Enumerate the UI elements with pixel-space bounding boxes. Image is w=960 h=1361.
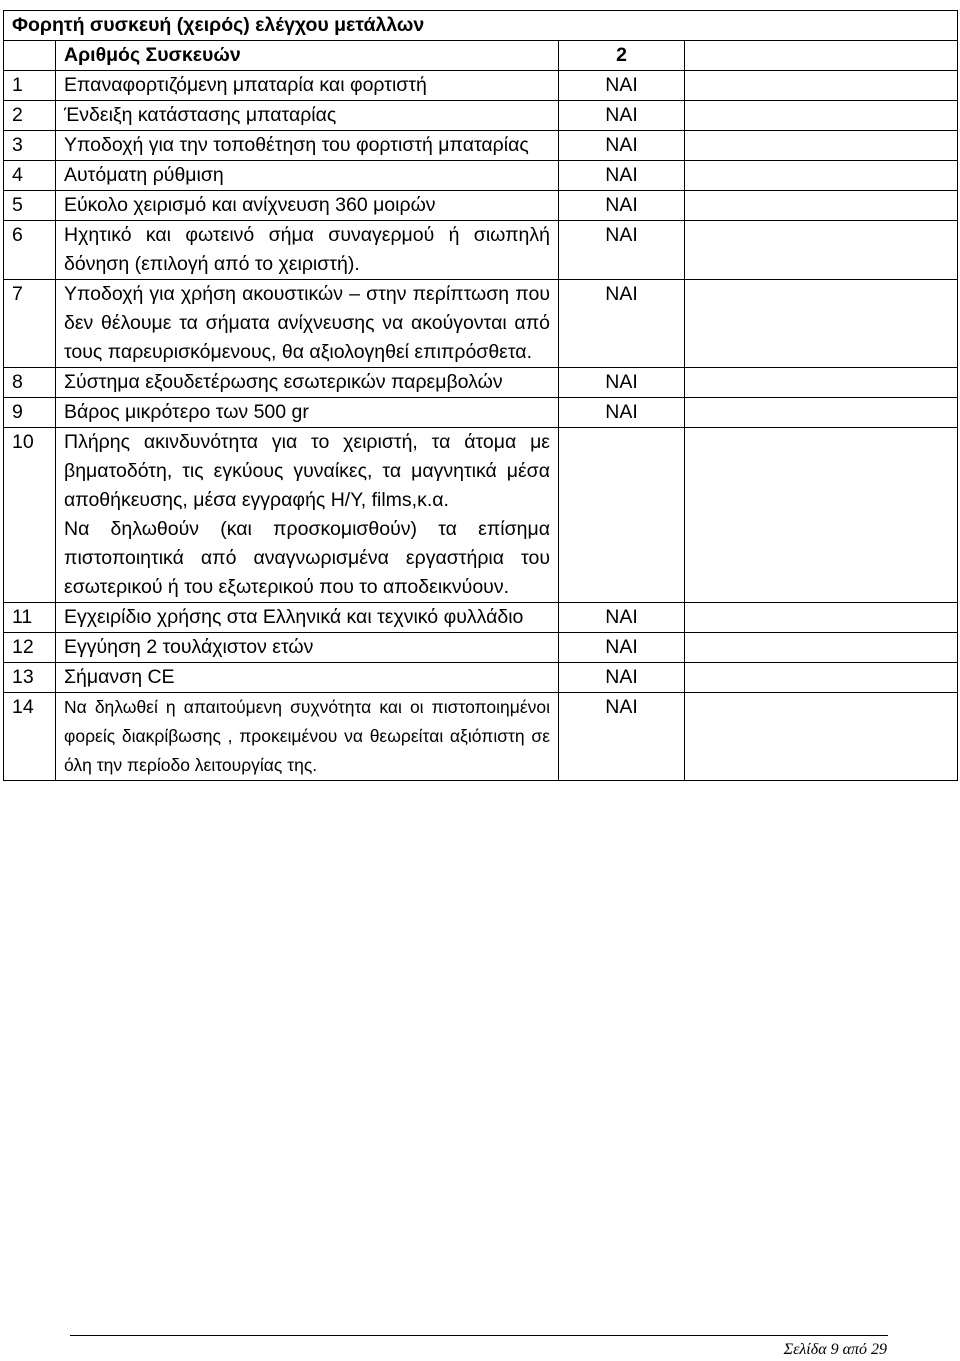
row-number: 11 xyxy=(4,603,56,633)
row-value: ΝΑΙ xyxy=(559,221,685,280)
table-row xyxy=(4,101,958,131)
row-value: ΝΑΙ xyxy=(559,663,685,693)
row-value: ΝΑΙ xyxy=(559,603,685,633)
row-description: Σήμανση CE xyxy=(56,663,559,693)
row-description: Εύκολο χειρισμό και ανίχνευση 360 μοιρών xyxy=(56,191,559,221)
row-description-part: Πλήρης ακινδυνότητα για το χειριστή, τα άτομα με βηματοδότη, τις εγκύους γυναίκες, τα μαγνητικά μέσα αποθήκευσης, μέσα εγγραφής Η/Υ, films,κ.α. xyxy=(64,431,550,511)
row-description: Σύστημα εξουδετέρωσης εσωτερικών παρεμβολών xyxy=(56,368,559,398)
row-description: Ηχητικό και φωτεινό σήμα συναγερμού ή σιωπηλή δόνηση (επιλογή από το χειριστή). xyxy=(56,221,559,280)
table-row xyxy=(4,633,958,663)
row-number: 6 xyxy=(4,221,56,280)
page-number: Σελίδα 9 από 29 xyxy=(783,1341,887,1358)
row-number: 5 xyxy=(4,191,56,221)
row-number: 8 xyxy=(4,368,56,398)
footer-divider xyxy=(70,1335,888,1336)
header-label: Αριθμός Συσκευών xyxy=(56,41,559,71)
document-title: Φορητή συσκευή (χειρός) ελέγχου μετάλλων xyxy=(4,11,958,41)
row-value: ΝΑΙ xyxy=(559,398,685,428)
empty-cell xyxy=(685,663,958,693)
row-description xyxy=(56,428,559,603)
title-row xyxy=(4,11,958,41)
row-value: ΝΑΙ xyxy=(559,693,685,781)
row-number: 2 xyxy=(4,101,56,131)
row-number: 7 xyxy=(4,280,56,368)
row-description: Αυτόματη ρύθμιση xyxy=(56,161,559,191)
table-row xyxy=(4,131,958,161)
empty-cell xyxy=(685,693,958,781)
row-value: ΝΑΙ xyxy=(559,131,685,161)
table-row xyxy=(4,603,958,633)
row-value: ΝΑΙ xyxy=(559,191,685,221)
table-row xyxy=(4,368,958,398)
table-row xyxy=(4,191,958,221)
row-value xyxy=(559,428,685,603)
table-row xyxy=(4,428,958,603)
table-row xyxy=(4,398,958,428)
empty-cell xyxy=(685,603,958,633)
row-number: 13 xyxy=(4,663,56,693)
row-number: 4 xyxy=(4,161,56,191)
row-description: Εγχειρίδιο χρήσης στα Ελληνικά και τεχνικό φυλλάδιο xyxy=(56,603,559,633)
row-number: 12 xyxy=(4,633,56,663)
row-value: ΝΑΙ xyxy=(559,280,685,368)
empty-cell xyxy=(685,398,958,428)
row-number: 10 xyxy=(4,428,56,603)
spec-table xyxy=(3,10,958,781)
header-num-cell xyxy=(4,41,56,71)
table-row xyxy=(4,221,958,280)
row-description-note: Να δηλωθούν (και προσκομισθούν) τα επίσημα πιστοποιητικά από αναγνωρισμένα εργαστήρια του εσωτερικού ή του εξωτερικού που το αποδεικνύουν. xyxy=(64,518,550,598)
empty-cell xyxy=(685,161,958,191)
row-number: 9 xyxy=(4,398,56,428)
row-value: ΝΑΙ xyxy=(559,368,685,398)
row-description: Επαναφορτιζόμενη μπαταρία και φορτιστή xyxy=(56,71,559,101)
row-description: Ένδειξη κατάστασης μπαταρίας xyxy=(56,101,559,131)
empty-cell xyxy=(685,280,958,368)
row-number: 3 xyxy=(4,131,56,161)
table-row xyxy=(4,663,958,693)
header-value: 2 xyxy=(559,41,685,71)
empty-cell xyxy=(685,221,958,280)
row-value: ΝΑΙ xyxy=(559,161,685,191)
row-description: Να δηλωθεί η απαιτούμενη συχνότητα και οι πιστοποιημένοι φορείς διακρίβωσης , προκειμένου να θεωρείται αξιόπιστη σε όλη την περίοδο λειτουργίας της. xyxy=(56,693,559,781)
row-value: ΝΑΙ xyxy=(559,633,685,663)
empty-cell xyxy=(685,41,958,71)
row-description: Υποδοχή για την τοποθέτηση του φορτιστή μπαταρίας xyxy=(56,131,559,161)
table-row xyxy=(4,161,958,191)
empty-cell xyxy=(685,191,958,221)
row-value: ΝΑΙ xyxy=(559,71,685,101)
empty-cell xyxy=(685,368,958,398)
spec-sheet xyxy=(3,10,957,781)
table-row xyxy=(4,693,958,781)
empty-cell xyxy=(685,101,958,131)
header-row xyxy=(4,41,958,71)
empty-cell xyxy=(685,633,958,663)
table-row xyxy=(4,71,958,101)
row-value: ΝΑΙ xyxy=(559,101,685,131)
row-number: 1 xyxy=(4,71,56,101)
row-number: 14 xyxy=(4,693,56,781)
row-description: Βάρος μικρότερο των 500 gr xyxy=(56,398,559,428)
row-description: Υποδοχή για χρήση ακουστικών – στην περίπτωση που δεν θέλουμε τα σήματα ανίχνευσης να ακούγονται από τους παρευρισκόμενους, θα αξιολογηθεί επιπρόσθετα. xyxy=(56,280,559,368)
table-row xyxy=(4,280,958,368)
empty-cell xyxy=(685,428,958,603)
empty-cell xyxy=(685,131,958,161)
empty-cell xyxy=(685,71,958,101)
row-description: Εγγύηση 2 τουλάχιστον ετών xyxy=(56,633,559,663)
